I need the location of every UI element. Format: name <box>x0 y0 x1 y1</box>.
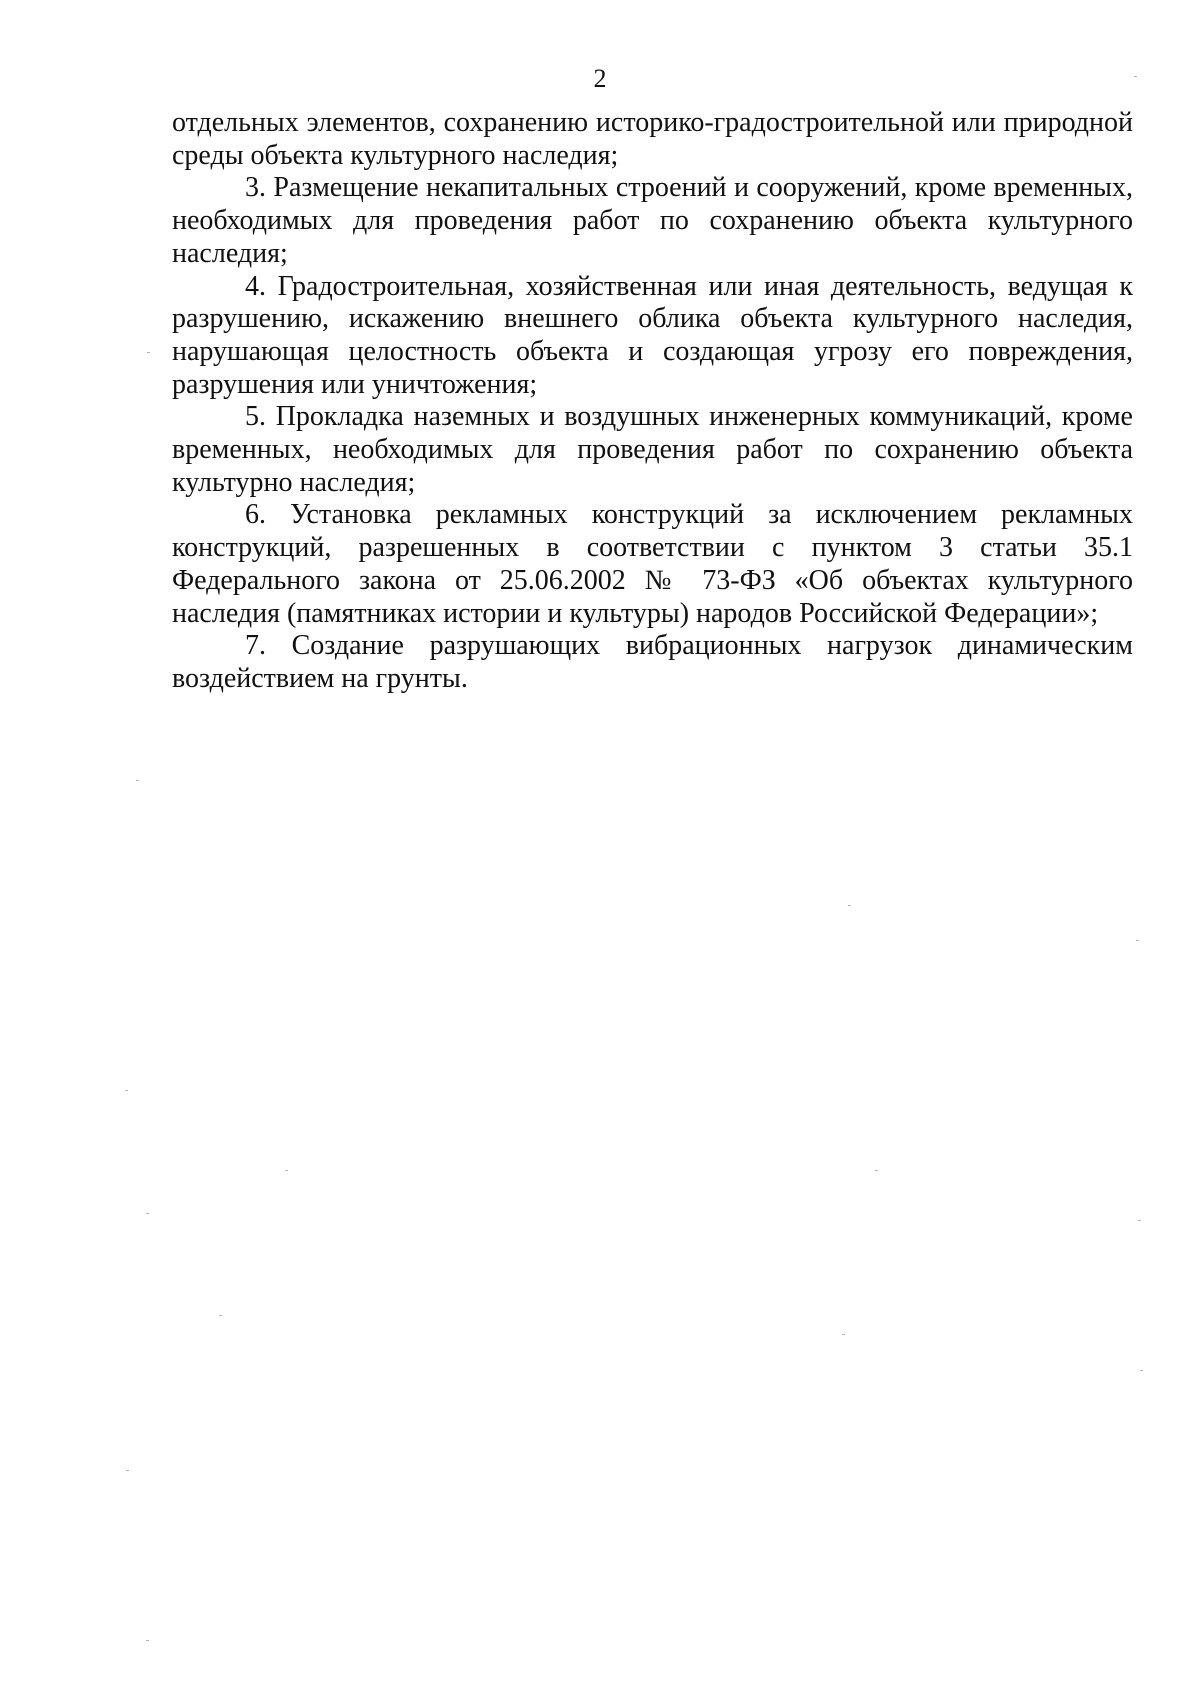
paragraph-item-5: 5. Прокладка наземных и воздушных инженерных коммуникаций, кроме временных, необходимых для проведения работ по сохранению объекта культурно наследия; <box>172 401 1133 498</box>
document-body <box>172 107 1133 696</box>
scan-speck <box>1140 1370 1143 1371</box>
scan-speck <box>1138 1220 1141 1221</box>
scan-speck <box>219 1315 222 1316</box>
page-number: 2 <box>593 64 607 93</box>
scan-speck <box>848 905 851 906</box>
paragraph-item-4: 4. Градостроительная, хозяйственная или иная деятельность, ведущая к разрушению, искажению внешнего облика объекта культурного наследия, нарушающая целостность объекта и создающая угрозу его повреждения, разрушения или уничтожения; <box>172 270 1133 400</box>
scan-speck <box>147 352 150 353</box>
paragraph-item-3: 3. Размещение некапитальных строений и сооружений, кроме временных, необходимых для проведения работ по сохранению объекта культурного наследия; <box>172 172 1133 269</box>
scan-speck <box>1134 76 1137 77</box>
scan-speck <box>126 1470 129 1471</box>
scan-speck <box>146 1640 149 1641</box>
scan-speck <box>125 1090 128 1091</box>
scan-speck <box>285 1170 288 1171</box>
paragraph-item-7: 7. Создание разрушающих вибрационных нагрузок динамическим воздействием на грунты. <box>172 630 1133 694</box>
scan-speck <box>875 1170 878 1171</box>
scan-speck <box>842 1334 845 1335</box>
scan-speck <box>136 780 139 781</box>
paragraph-item-6: 6. Установка рекламных конструкций за исключением рекламных конструкций, разрешенных в соответствии с пунктом 3 статьи 35.1 Федерального закона от 25.06.2002 № 73-ФЗ «Об объектах культурного наследия (памятниках истории и культуры) народов Российской Федерации»; <box>172 499 1133 629</box>
paragraph-continuation: отдельных элементов, сохранению историко-градостроительной или природной среды объекта культурного наследия; <box>172 107 1133 171</box>
scan-speck <box>146 1213 149 1214</box>
scan-speck <box>1136 940 1139 941</box>
